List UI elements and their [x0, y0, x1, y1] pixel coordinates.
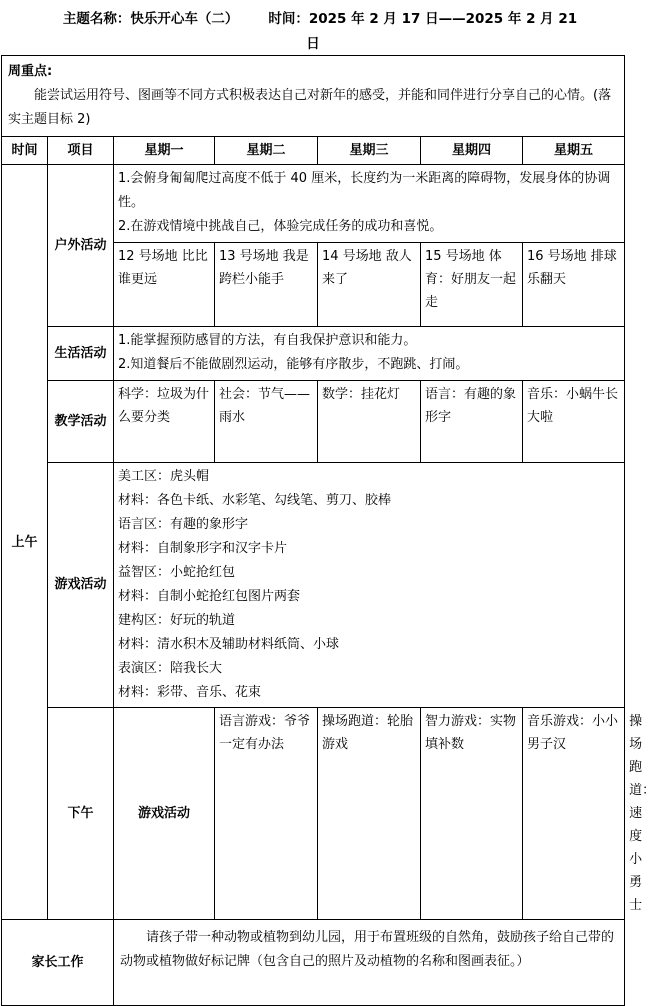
- parents-row: [2, 920, 625, 1006]
- afternoon-row: 下午 游戏活动 语言游戏：爷爷一定有办法 操场跑道：轮胎游戏 智力游戏：实物填补数 音乐游戏：小小男子汉 操场跑道：速度小勇士: [2, 708, 625, 920]
- header-row: [2, 137, 625, 165]
- outdoor-goal-2: 2.在游戏情境中挑战自己，体验完成任务的成功和喜悦。: [118, 219, 443, 234]
- outdoor-goals-row: [2, 165, 625, 243]
- outdoor-friday: 16 号场地 排球乐翻天: [523, 243, 625, 327]
- afternoon-wednesday: 智力游戏：实物填补数: [421, 708, 523, 920]
- theme-name: 主题名称：快乐开心车（二）: [62, 11, 239, 27]
- outdoor-tuesday: 13 号场地 我是跨栏小能手: [215, 243, 318, 327]
- game-line: 表演区：陪我长大: [118, 661, 223, 676]
- afternoon-game-label: 游戏活动: [114, 708, 215, 920]
- morning-label: 上午: [2, 165, 48, 920]
- focus-row: [2, 56, 625, 137]
- game-line: 语言区：有趣的象形字: [118, 517, 249, 532]
- col-friday: 星期五: [523, 137, 625, 165]
- teaching-thursday: 语言：有趣的象形字: [421, 381, 523, 463]
- game-line: 益智区：小蛇抢红包: [118, 565, 236, 580]
- outdoor-thursday: 15 号场地 体育：好朋友一起走: [421, 243, 523, 327]
- time-range: 时间：2025 年 2 月 17 日——2025 年 2 月 21: [268, 11, 578, 27]
- teaching-tuesday: 社会：节气——雨水: [215, 381, 318, 463]
- outdoor-monday: 12 号场地 比比谁更远: [114, 243, 215, 327]
- outdoor-wednesday: 14 号场地 敌人来了: [318, 243, 421, 327]
- col-thursday: 星期四: [421, 137, 523, 165]
- col-wednesday: 星期三: [318, 137, 421, 165]
- afternoon-tuesday: 操场跑道：轮胎游戏: [318, 708, 421, 920]
- time-range-continued: 日: [306, 36, 320, 52]
- afternoon-monday: 语言游戏：爷爷一定有办法: [215, 708, 318, 920]
- teaching-row: [2, 381, 625, 463]
- game-line: 建构区：好玩的轨道: [118, 613, 236, 628]
- game-content: [114, 463, 625, 708]
- col-monday: 星期一: [114, 137, 215, 165]
- game-line: 材料：彩带、音乐、花束: [118, 685, 262, 700]
- game-label: 游戏活动: [48, 463, 114, 708]
- outdoor-goal-1: 1.会俯身匍匐爬过高度不低于 40 厘米，长度约为一米距离的障碍物，发展身体的协调性。: [118, 171, 611, 210]
- parents-text: 请孩子带一种动物或植物到幼儿园，用于布置班级的自然角，鼓励孩子给自己带的动物或植物做好标记牌（包含自己的照片及动植物的名称和图画表征。）: [114, 920, 625, 1006]
- afternoon-label: 下午: [48, 708, 114, 920]
- col-tuesday: 星期二: [215, 137, 318, 165]
- col-time: 时间: [2, 137, 48, 165]
- game-line: 材料：各色卡纸、水彩笔、勾线笔、剪刀、胶棒: [118, 493, 392, 508]
- life-label: 生活活动: [48, 327, 114, 381]
- game-line: 材料：自制小蛇抢红包图片两套: [118, 589, 301, 604]
- focus-label: 周重点:: [8, 64, 53, 79]
- weekly-plan-table: [1, 55, 655, 1006]
- life-row: [2, 327, 625, 381]
- teaching-label: 教学活动: [48, 381, 114, 463]
- life-content: [114, 327, 625, 381]
- teaching-wednesday: 数学：挂花灯: [318, 381, 421, 463]
- game-line: 材料：清水积木及辅助材料纸筒、小球: [118, 637, 340, 652]
- afternoon-thursday: 音乐游戏：小小男子汉: [523, 708, 625, 920]
- game-line: 材料：自制象形字和汉字卡片: [118, 541, 288, 556]
- teaching-monday: 科学：垃圾为什么要分类: [114, 381, 215, 463]
- weekly-focus: [2, 56, 625, 137]
- game-line: 美工区：虎头帽: [118, 469, 210, 484]
- col-item: 项目: [48, 137, 114, 165]
- outdoor-goals: [114, 165, 625, 243]
- parents-label: 家长工作: [2, 920, 114, 1006]
- game-row: [2, 463, 625, 708]
- life-line-1: 1.能掌握预防感冒的方法，有自我保护意识和能力。: [118, 333, 417, 348]
- outdoor-label: 户外活动: [48, 165, 114, 327]
- life-line-2: 2.知道餐后不能做剧烈运动，能够有序散步，不跑跳、打闹。: [118, 357, 469, 372]
- focus-text: 能尝试运用符号、图画等不同方式积极表达自己对新年的感受，并能和同伴进行分享自己的心情。(落实主题目标 2): [8, 88, 612, 127]
- teaching-friday: 音乐：小蜗牛长大啦: [523, 381, 625, 463]
